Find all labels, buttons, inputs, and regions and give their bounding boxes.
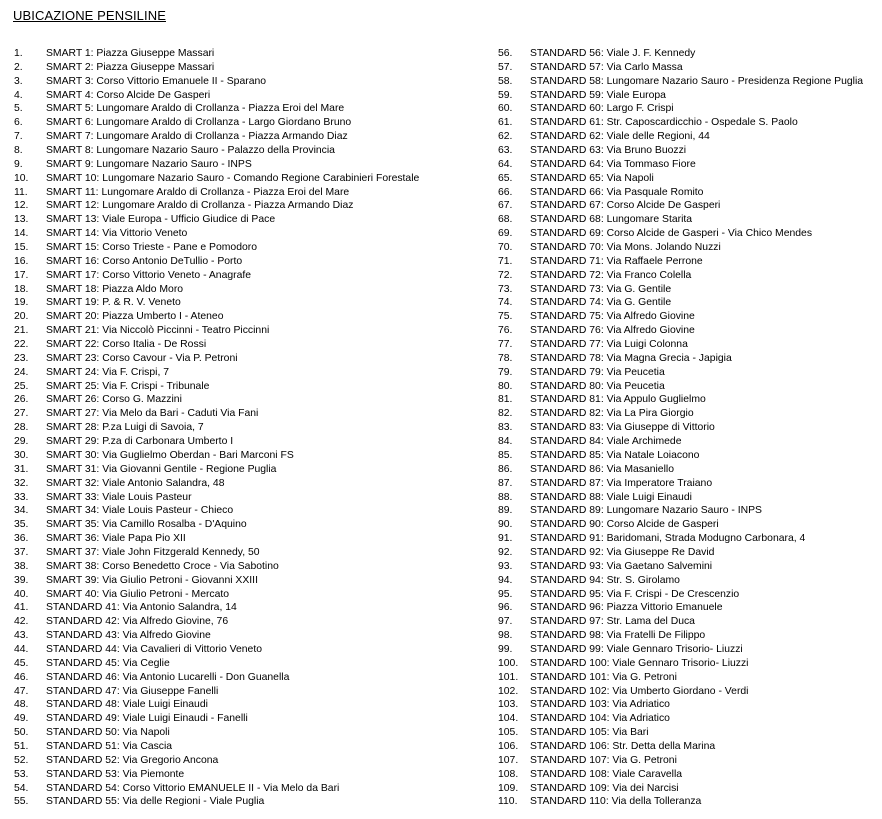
- item-number: 30.: [14, 449, 29, 461]
- item-number: 48.: [14, 699, 29, 711]
- item-location: STANDARD 56: Viale J. F. Kennedy: [530, 48, 696, 59]
- item-location: STANDARD 57: Via Carlo Massa: [530, 61, 683, 73]
- item-location: STANDARD 94: Str. S. Girolamo: [530, 574, 680, 586]
- item-number: 28.: [14, 422, 29, 434]
- item-location: STANDARD 52: Via Gregorio Ancona: [46, 754, 219, 766]
- item-location: STANDARD 72: Via Franco Colella: [530, 269, 692, 281]
- item-location: STANDARD 60: Largo F. Crispi: [530, 103, 674, 115]
- item-number: 98.: [498, 630, 513, 642]
- item-number: 8.: [14, 145, 23, 157]
- item-number: 58.: [498, 75, 513, 87]
- item-number: 61.: [498, 117, 513, 129]
- item-location: STANDARD 109: Via dei Narcisi: [530, 782, 679, 794]
- item-number: 4.: [14, 89, 23, 101]
- item-number: 108.: [498, 768, 519, 780]
- item-location: SMART 15: Corso Trieste - Pane e Pomodoro: [46, 242, 257, 254]
- item-number: 69.: [498, 228, 513, 240]
- item-number: 16.: [14, 255, 29, 267]
- item-number: 106.: [498, 740, 519, 752]
- item-location: STANDARD 62: Viale delle Regioni, 44: [530, 131, 710, 143]
- item-number: 104.: [498, 713, 519, 725]
- item-location: STANDARD 93: Via Gaetano Salvemini: [530, 560, 713, 572]
- item-location: SMART 26: Corso G. Mazzini: [46, 394, 182, 406]
- item-number: 79.: [498, 366, 513, 378]
- item-location: SMART 34: Viale Louis Pasteur - Chieco: [46, 505, 234, 517]
- item-location: STANDARD 85: Via Natale Loiacono: [530, 449, 700, 461]
- item-location: SMART 19: P. & R. V. Veneto: [46, 297, 181, 309]
- item-location: STANDARD 63: Via Bruno Buozzi: [530, 145, 687, 157]
- item-location: STANDARD 47: Via Giuseppe Fanelli: [46, 685, 219, 697]
- item-location: SMART 11: Lungomare Araldo di Crollanza - Piazza Eroi del Mare: [46, 186, 350, 198]
- item-number: 13.: [14, 214, 29, 226]
- item-location: STANDARD 65: Via Napoli: [530, 172, 654, 184]
- item-number: 101.: [498, 671, 519, 683]
- item-location: STANDARD 53: Via Piemonte: [46, 768, 185, 780]
- item-number: 110.: [498, 796, 518, 808]
- item-number: 105.: [498, 727, 519, 739]
- item-location: STANDARD 69: Corso Alcide de Gasperi - Via Chico Mendes: [530, 228, 813, 240]
- item-location: STANDARD 67: Corso Alcide De Gasperi: [530, 200, 721, 212]
- item-number: 46.: [14, 671, 29, 683]
- item-number: 9.: [14, 158, 23, 170]
- item-number: 53.: [14, 768, 29, 780]
- item-number: 73.: [498, 283, 513, 295]
- item-location: SMART 18: Piazza Aldo Moro: [46, 283, 184, 295]
- item-number: 55.: [14, 796, 29, 808]
- item-number: 33.: [14, 491, 29, 503]
- item-location: SMART 25: Via F. Crispi - Tribunale: [46, 380, 210, 392]
- item-location: STANDARD 97: Str. Lama del Duca: [530, 616, 695, 628]
- item-location: STANDARD 66: Via Pasquale Romito: [530, 186, 704, 198]
- item-location: STANDARD 100: Viale Gennaro Trisorio- Liuzzi: [530, 657, 749, 669]
- item-number: 92.: [498, 546, 513, 558]
- item-number: 20.: [14, 311, 29, 323]
- item-location: SMART 39: Via Giulio Petroni - Giovanni XXIII: [46, 574, 258, 586]
- item-number: 19.: [14, 297, 29, 309]
- item-number: 88.: [498, 491, 513, 503]
- item-location: STANDARD 98: Via Fratelli De Filippo: [530, 630, 706, 642]
- item-number: 107.: [498, 754, 519, 766]
- item-location: STANDARD 90: Corso Alcide de Gasperi: [530, 519, 719, 531]
- item-location: STANDARD 48: Viale Luigi Einaudi: [46, 699, 208, 711]
- item-number: 63.: [498, 145, 513, 157]
- item-number: 22.: [14, 339, 29, 351]
- item-number: 26.: [14, 394, 29, 406]
- item-location: STANDARD 81: Via Appulo Guglielmo: [530, 394, 706, 406]
- item-location: STANDARD 46: Via Antonio Lucarelli - Don Guanella: [46, 671, 290, 683]
- item-number: 97.: [498, 616, 513, 628]
- item-number: 89.: [498, 505, 513, 517]
- item-location: SMART 28: P.za Luigi di Savoia, 7: [46, 422, 204, 434]
- item-location: STANDARD 50: Via Napoli: [46, 727, 170, 739]
- item-location: STANDARD 86: Via Masaniello: [530, 463, 674, 475]
- item-location: SMART 33: Viale Louis Pasteur: [46, 491, 192, 503]
- item-number: 35.: [14, 519, 29, 531]
- item-location: SMART 36: Viale Papa Pio XII: [46, 533, 186, 545]
- item-location: STANDARD 99: Viale Gennaro Trisorio- Liuzzi: [530, 643, 743, 655]
- item-number: 90.: [498, 519, 513, 531]
- item-number: 81.: [498, 394, 513, 406]
- item-number: 65.: [498, 172, 513, 184]
- item-number: 71.: [498, 255, 513, 267]
- item-location: SMART 29: P.za di Carbonara Umberto I: [46, 436, 234, 448]
- item-number: 95.: [498, 588, 513, 600]
- item-location: STANDARD 71: Via Raffaele Perrone: [530, 255, 703, 267]
- item-location: STANDARD 105: Via Bari: [530, 727, 649, 739]
- item-location: SMART 35: Via Camillo Rosalba - D'Aquino: [46, 519, 247, 531]
- item-number: 93.: [498, 560, 513, 572]
- item-location: STANDARD 44: Via Cavalieri di Vittorio Veneto: [46, 643, 262, 655]
- item-number: 3.: [14, 75, 23, 87]
- item-number: 40.: [14, 588, 29, 600]
- item-number: 87.: [498, 477, 513, 489]
- item-number: 70.: [498, 242, 513, 254]
- item-number: 24.: [14, 366, 29, 378]
- item-location: SMART 31: Via Giovanni Gentile - Regione Puglia: [46, 463, 277, 475]
- item-number: 39.: [14, 574, 29, 586]
- item-location: STANDARD 49: Viale Luigi Einaudi - Fanelli: [46, 713, 248, 725]
- item-location: SMART 32: Viale Antonio Salandra, 48: [46, 477, 225, 489]
- item-location: SMART 38: Corso Benedetto Croce - Via Sabotino: [46, 560, 279, 572]
- item-location: STANDARD 64: Via Tommaso Fiore: [530, 158, 696, 170]
- item-number: 66.: [498, 186, 513, 198]
- item-location: STANDARD 102: Via Umberto Giordano - Verdi: [530, 685, 749, 697]
- item-number: 38.: [14, 560, 29, 572]
- item-number: 84.: [498, 436, 513, 448]
- item-number: 68.: [498, 214, 513, 226]
- item-location: STANDARD 70: Via Mons. Jolando Nuzzi: [530, 242, 721, 254]
- item-number: 45.: [14, 657, 29, 669]
- item-location: STANDARD 76: Via Alfredo Giovine: [530, 325, 695, 337]
- item-location: STANDARD 45: Via Ceglie: [46, 657, 170, 669]
- item-location: SMART 23: Corso Cavour - Via P. Petroni: [46, 352, 238, 364]
- item-number: 77.: [498, 339, 513, 351]
- item-number: 11.: [14, 186, 28, 198]
- item-location: SMART 30: Via Guglielmo Oberdan - Bari Marconi FS: [46, 449, 294, 461]
- item-location: STANDARD 80: Via Peucetia: [530, 380, 665, 392]
- item-number: 109.: [498, 782, 519, 794]
- item-number: 14.: [14, 228, 29, 240]
- item-location: SMART 27: Via Melo da Bari - Caduti Via Fani: [46, 408, 259, 420]
- page-title: UBICAZIONE PENSILINE: [13, 8, 166, 23]
- item-number: 1.: [14, 48, 23, 59]
- item-location: STANDARD 78: Via Magna Grecia - Japigia: [530, 352, 732, 364]
- item-number: 67.: [498, 200, 513, 212]
- item-location: SMART 6: Lungomare Araldo di Crollanza - Largo Giordano Bruno: [46, 117, 352, 129]
- item-location: STANDARD 103: Via Adriatico: [530, 699, 670, 711]
- item-location: SMART 4: Corso Alcide De Gasperi: [46, 89, 211, 101]
- item-location: STANDARD 104: Via Adriatico: [530, 713, 670, 725]
- item-number: 15.: [14, 242, 29, 254]
- item-number: 85.: [498, 449, 513, 461]
- item-number: 91.: [498, 533, 513, 545]
- item-number: 74.: [498, 297, 513, 309]
- item-location: STANDARD 43: Via Alfredo Giovine: [46, 630, 211, 642]
- item-number: 103.: [498, 699, 519, 711]
- item-location: STANDARD 59: Viale Europa: [530, 89, 666, 101]
- item-number: 100.: [498, 657, 519, 669]
- item-number: 36.: [14, 533, 29, 545]
- item-number: 72.: [498, 269, 513, 281]
- item-number: 83.: [498, 422, 513, 434]
- item-number: 7.: [14, 131, 23, 143]
- item-location: STANDARD 95: Via F. Crispi - De Crescenzio: [530, 588, 740, 600]
- item-number: 32.: [14, 477, 29, 489]
- item-number: 50.: [14, 727, 29, 739]
- item-location: SMART 21: Via Niccolò Piccinni - Teatro Piccinni: [46, 325, 270, 337]
- item-location: STANDARD 74: Via G. Gentile: [530, 297, 672, 309]
- item-location: SMART 22: Corso Italia - De Rossi: [46, 339, 207, 351]
- item-number: 86.: [498, 463, 513, 475]
- item-number: 21.: [14, 325, 29, 337]
- item-number: 37.: [14, 546, 29, 558]
- item-number: 52.: [14, 754, 29, 766]
- item-location: STANDARD 110: Via della Tolleranza: [530, 796, 702, 808]
- item-number: 27.: [14, 408, 29, 420]
- item-number: 31.: [14, 463, 29, 475]
- item-number: 41.: [14, 602, 29, 614]
- item-location: SMART 7: Lungomare Araldo di Crollanza - Piazza Armando Diaz: [46, 131, 348, 143]
- item-location: SMART 24: Via F. Crispi, 7: [46, 366, 170, 378]
- item-location: SMART 40: Via Giulio Petroni - Mercato: [46, 588, 230, 600]
- item-location: SMART 16: Corso Antonio DeTullio - Porto: [46, 255, 243, 267]
- item-number: 76.: [498, 325, 513, 337]
- item-number: 6.: [14, 117, 23, 129]
- item-location: STANDARD 84: Viale Archimede: [530, 436, 682, 448]
- item-location: STANDARD 101: Via G. Petroni: [530, 671, 677, 683]
- item-location: SMART 8: Lungomare Nazario Sauro - Palazzo della Provincia: [46, 145, 335, 157]
- item-location: STANDARD 75: Via Alfredo Giovine: [530, 311, 695, 323]
- item-location: SMART 9: Lungomare Nazario Sauro - INPS: [46, 158, 252, 170]
- item-number: 59.: [498, 89, 513, 101]
- item-number: 47.: [14, 685, 29, 697]
- item-location: STANDARD 108: Viale Caravella: [530, 768, 683, 780]
- item-location: STANDARD 91: Baridomani, Strada Modugno Carbonara, 4: [530, 533, 806, 545]
- item-location: SMART 14: Via Vittorio Veneto: [46, 228, 188, 240]
- item-location: SMART 2: Piazza Giuseppe Massari: [46, 61, 215, 73]
- item-number: 57.: [498, 61, 513, 73]
- item-location: SMART 5: Lungomare Araldo di Crollanza - Piazza Eroi del Mare: [46, 103, 345, 115]
- item-location: STANDARD 77: Via Luigi Colonna: [530, 339, 688, 351]
- item-location: SMART 37: Viale John Fitzgerald Kennedy, 50: [46, 546, 260, 558]
- item-location: STANDARD 42: Via Alfredo Giovine, 76: [46, 616, 229, 628]
- item-number: 18.: [14, 283, 29, 295]
- item-number: 12.: [14, 200, 29, 212]
- item-location: STANDARD 61: Str. Caposcardicchio - Ospedale S. Paolo: [530, 117, 798, 129]
- item-number: 34.: [14, 505, 29, 517]
- item-location: STANDARD 41: Via Antonio Salandra, 14: [46, 602, 237, 614]
- item-number: 54.: [14, 782, 29, 794]
- item-number: 17.: [14, 269, 29, 281]
- item-number: 82.: [498, 408, 513, 420]
- item-location: STANDARD 88: Viale Luigi Einaudi: [530, 491, 692, 503]
- item-number: 44.: [14, 643, 29, 655]
- item-location: STANDARD 83: Via Giuseppe di Vittorio: [530, 422, 715, 434]
- item-number: 43.: [14, 630, 29, 642]
- item-location: STANDARD 51: Via Cascia: [46, 740, 173, 752]
- item-location: STANDARD 68: Lungomare Starita: [530, 214, 693, 226]
- item-location: SMART 17: Corso Vittorio Veneto - Anagrafe: [46, 269, 252, 281]
- item-location: STANDARD 107: Via G. Petroni: [530, 754, 677, 766]
- item-number: 75.: [498, 311, 513, 323]
- item-number: 99.: [498, 643, 513, 655]
- item-number: 56.: [498, 48, 513, 59]
- item-location: STANDARD 96: Piazza Vittorio Emanuele: [530, 602, 723, 614]
- item-number: 5.: [14, 103, 23, 115]
- item-number: 60.: [498, 103, 513, 115]
- item-number: 42.: [14, 616, 29, 628]
- item-number: 94.: [498, 574, 513, 586]
- item-number: 96.: [498, 602, 513, 614]
- item-location: STANDARD 55: Via delle Regioni - Viale Puglia: [46, 796, 265, 808]
- item-location: STANDARD 73: Via G. Gentile: [530, 283, 672, 295]
- item-location: SMART 10: Lungomare Nazario Sauro - Comando Regione Carabinieri Forestale: [46, 172, 420, 184]
- item-location: STANDARD 87: Via Imperatore Traiano: [530, 477, 713, 489]
- item-location: STANDARD 79: Via Peucetia: [530, 366, 665, 378]
- item-number: 2.: [14, 61, 23, 73]
- item-number: 102.: [498, 685, 519, 697]
- item-number: 23.: [14, 352, 29, 364]
- item-number: 10.: [14, 172, 29, 184]
- item-location: SMART 1: Piazza Giuseppe Massari: [46, 48, 215, 59]
- item-number: 51.: [14, 740, 29, 752]
- item-location: SMART 12: Lungomare Araldo di Crollanza - Piazza Armando Diaz: [46, 200, 354, 212]
- item-location: STANDARD 89: Lungomare Nazario Sauro - INPS: [530, 505, 762, 517]
- item-location: STANDARD 92: Via Giuseppe Re David: [530, 546, 715, 558]
- item-number: 62.: [498, 131, 513, 143]
- item-location: SMART 3: Corso Vittorio Emanuele II - Sparano: [46, 75, 267, 87]
- item-location: STANDARD 82: Via La Pira Giorgio: [530, 408, 694, 420]
- item-number: 64.: [498, 158, 513, 170]
- item-number: 25.: [14, 380, 29, 392]
- item-number: 80.: [498, 380, 513, 392]
- item-location: SMART 20: Piazza Umberto I - Ateneo: [46, 311, 224, 323]
- item-location: STANDARD 106: Str. Detta della Marina: [530, 740, 716, 752]
- item-location: STANDARD 54: Corso Vittorio EMANUELE II - Via Melo da Bari: [46, 782, 340, 794]
- item-number: 49.: [14, 713, 29, 725]
- item-location: STANDARD 58: Lungomare Nazario Sauro - Presidenza Regione Puglia: [530, 75, 864, 87]
- item-number: 29.: [14, 436, 29, 448]
- item-number: 78.: [498, 352, 513, 364]
- item-location: SMART 13: Viale Europa - Ufficio Giudice di Pace: [46, 214, 276, 226]
